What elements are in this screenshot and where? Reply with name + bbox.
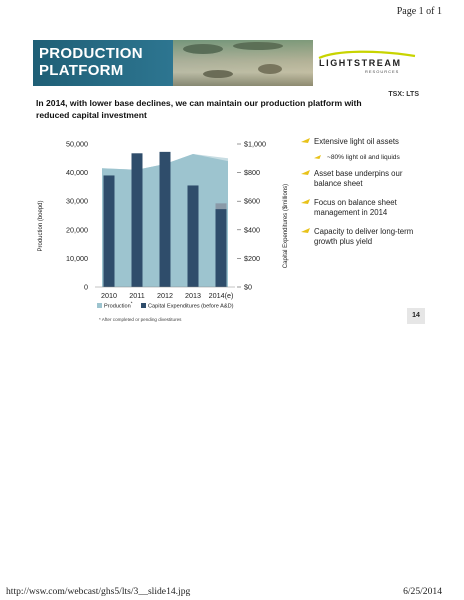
- y-axis-left-tick-label: 20,000: [66, 225, 88, 235]
- slide-title: [39, 45, 143, 79]
- footer-url: http://wsw.com/webcast/ghs5/lts/3__slide14.jpg: [6, 586, 191, 597]
- x-axis-tick-label: 2011: [129, 291, 145, 300]
- bullet-item: [301, 198, 425, 218]
- capex-bar: [132, 153, 143, 287]
- capex-bar-estimate-cap: [216, 203, 227, 209]
- bullet-list: [301, 137, 425, 253]
- capex-bar: [188, 185, 199, 287]
- y-axis-right-tick-label: $400: [244, 225, 260, 235]
- logo-subtext: RESOURCES: [365, 69, 400, 74]
- x-axis-tick-label: 2010: [101, 291, 117, 300]
- bullet-text: Capacity to deliver long-term growth plus yield: [314, 227, 414, 246]
- slide-banner: [33, 40, 425, 86]
- y-axis-left-tick-label: 10,000: [66, 253, 88, 263]
- capex-bar: [104, 175, 115, 287]
- bullet-arrow-icon: [301, 199, 310, 204]
- y-axis-left-tick-label: 30,000: [66, 196, 88, 206]
- slide-title-line2: PLATFORM: [39, 62, 124, 79]
- bullet-item: [301, 227, 425, 247]
- capex-bar: [160, 152, 171, 287]
- y-axis-right-tick-label: $1,000: [244, 139, 266, 149]
- legend-swatch-production: [97, 303, 102, 308]
- capex-bar: [216, 209, 227, 287]
- banner-photo: [173, 40, 313, 86]
- company-logo: [313, 40, 425, 86]
- slide: [33, 40, 425, 328]
- page-number: Page 1 of 1: [396, 6, 442, 17]
- y-axis-left-tick-label: 50,000: [66, 139, 88, 149]
- bullet-item: [301, 137, 425, 147]
- y-axis-left-tick-label: 0: [84, 282, 88, 292]
- x-axis-tick-label: 2013: [185, 291, 201, 300]
- y-axis-right-tick-label: $800: [244, 168, 260, 178]
- production-capex-chart: [33, 130, 295, 320]
- slide-number: 14: [407, 308, 425, 324]
- sub-bullet-arrow-icon: [314, 155, 321, 159]
- bullet-item: [301, 169, 425, 189]
- chart-footnote: * After completed or pending divestitures: [99, 317, 182, 322]
- sub-bullet-item: [301, 153, 425, 162]
- y-axis-left-tick-label: 40,000: [66, 168, 88, 178]
- bullet-text: Asset base underpins our balance sheet: [314, 169, 403, 188]
- chart-legend: [97, 301, 234, 310]
- footer-date: 6/25/2014: [403, 586, 442, 597]
- y-axis-left-title: Production (boepd): [38, 200, 44, 252]
- bullet-arrow-icon: [301, 170, 310, 175]
- y-axis-right-tick-label: $0: [244, 282, 252, 292]
- logo-wordmark: LIGHTSTREAM: [319, 58, 402, 68]
- x-axis-tick-label: 2012: [157, 291, 173, 300]
- legend-swatch-capex: [141, 303, 146, 308]
- bullet-text: Focus on balance sheet management in 2014: [314, 198, 397, 217]
- y-axis-right-tick-label: $200: [244, 253, 260, 263]
- bullet-arrow-icon: [301, 138, 310, 143]
- sub-bullet-text: ~80% light oil and liquids: [327, 154, 400, 161]
- y-axis-right-title: Capital Expenditures ($millions): [283, 183, 289, 269]
- ticker-symbol: TSX: LTS: [388, 91, 419, 98]
- y-axis-right-tick-label: $600: [244, 196, 260, 206]
- legend-label-capex: Capital Expenditures (before A&D): [148, 303, 234, 310]
- legend-label-production: Production*: [104, 300, 133, 310]
- bullet-text: Extensive light oil assets: [314, 137, 399, 146]
- slide-subtitle: In 2014, with lower base declines, we can maintain our production platform with reduced capital investment: [36, 98, 362, 120]
- bullet-arrow-icon: [301, 228, 310, 233]
- x-axis-tick-label: 2014(e): [208, 291, 234, 300]
- slide-title-line1: PRODUCTION: [39, 45, 143, 62]
